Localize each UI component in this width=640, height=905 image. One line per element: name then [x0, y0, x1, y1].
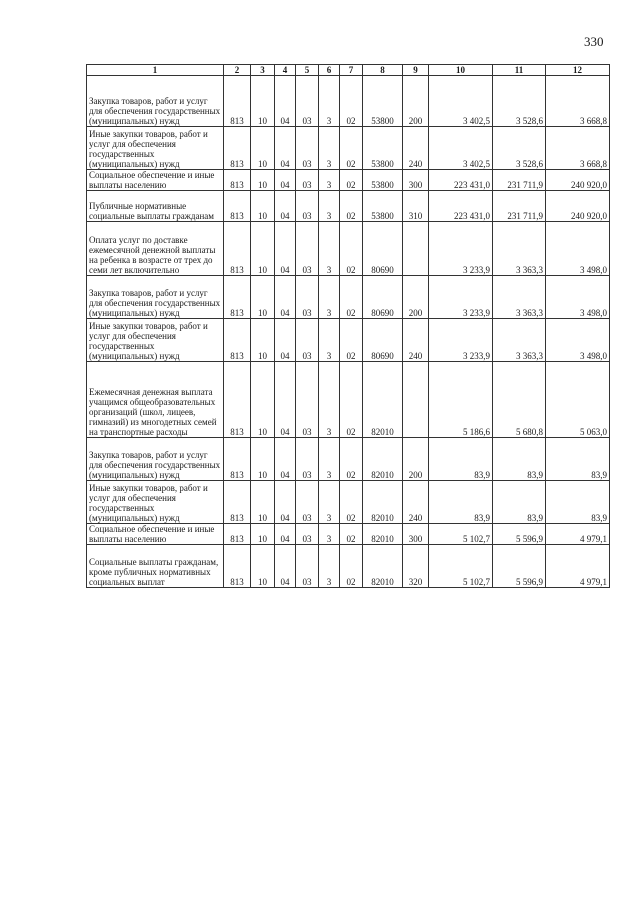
row-value-cell: 3: [319, 222, 340, 276]
row-value-cell: 03: [296, 362, 319, 438]
row-value-cell: 53800: [363, 170, 403, 191]
row-value-cell: 02: [340, 222, 363, 276]
row-value-cell: 200: [403, 438, 429, 481]
header-row: [87, 65, 610, 76]
row-value-cell: 5 102,7: [429, 524, 493, 545]
row-value-cell: 5 596,9: [493, 524, 546, 545]
row-value-cell: 03: [296, 319, 319, 362]
column-header-11: 11: [493, 65, 546, 76]
row-value-cell: 03: [296, 481, 319, 524]
row-value-cell: 813: [224, 319, 251, 362]
row-value-cell: 813: [224, 76, 251, 127]
row-value-cell: 3 233,9: [429, 222, 493, 276]
row-value-cell: 3 402,5: [429, 127, 493, 170]
row-value-cell: 3 402,5: [429, 76, 493, 127]
table-row: [87, 276, 610, 319]
column-header-10: 10: [429, 65, 493, 76]
table-body: [87, 76, 610, 588]
row-value-cell: 3: [319, 438, 340, 481]
row-value-cell: 83,9: [546, 481, 610, 524]
row-value-cell: 10: [251, 170, 275, 191]
column-header-2: 2: [224, 65, 251, 76]
row-value-cell: 04: [275, 127, 296, 170]
row-value-cell: 813: [224, 524, 251, 545]
row-value-cell: 04: [275, 276, 296, 319]
row-value-cell: 3 363,3: [493, 222, 546, 276]
row-value-cell: 5 680,8: [493, 362, 546, 438]
row-value-cell: 813: [224, 191, 251, 222]
row-value-cell: 03: [296, 524, 319, 545]
row-value-cell: 02: [340, 524, 363, 545]
row-value-cell: 10: [251, 481, 275, 524]
row-value-cell: 3: [319, 545, 340, 588]
row-value-cell: 231 711,9: [493, 191, 546, 222]
row-name-cell: Иные закупки товаров, работ и услуг для обеспечения государственных (муниципальных) нужд: [87, 127, 224, 170]
table-header: [87, 65, 610, 76]
row-value-cell: 240: [403, 127, 429, 170]
row-value-cell: 10: [251, 222, 275, 276]
table-row: [87, 319, 610, 362]
row-value-cell: 10: [251, 438, 275, 481]
row-value-cell: 813: [224, 127, 251, 170]
row-value-cell: 4 979,1: [546, 545, 610, 588]
row-value-cell: 320: [403, 545, 429, 588]
row-value-cell: 83,9: [429, 438, 493, 481]
row-value-cell: 4 979,1: [546, 524, 610, 545]
row-value-cell: 02: [340, 191, 363, 222]
row-value-cell: 3: [319, 319, 340, 362]
table-row: [87, 76, 610, 127]
row-value-cell: 04: [275, 481, 296, 524]
row-value-cell: 3 498,0: [546, 319, 610, 362]
row-value-cell: 3 498,0: [546, 276, 610, 319]
row-name-cell: Публичные нормативные социальные выплаты гражданам: [87, 191, 224, 222]
column-header-4: 4: [275, 65, 296, 76]
row-value-cell: 10: [251, 127, 275, 170]
row-value-cell: 53800: [363, 191, 403, 222]
row-value-cell: 02: [340, 76, 363, 127]
table-row: [87, 545, 610, 588]
table-row: [87, 127, 610, 170]
row-value-cell: 240: [403, 319, 429, 362]
row-value-cell: 82010: [363, 545, 403, 588]
row-value-cell: 04: [275, 524, 296, 545]
row-value-cell: 02: [340, 545, 363, 588]
row-value-cell: 02: [340, 438, 363, 481]
row-value-cell: 04: [275, 170, 296, 191]
row-value-cell: 02: [340, 127, 363, 170]
row-value-cell: 04: [275, 362, 296, 438]
row-value-cell: 82010: [363, 438, 403, 481]
row-value-cell: 82010: [363, 362, 403, 438]
row-value-cell: 10: [251, 545, 275, 588]
row-value-cell: 3: [319, 191, 340, 222]
row-value-cell: 3 528,6: [493, 76, 546, 127]
row-value-cell: 04: [275, 191, 296, 222]
row-value-cell: 80690: [363, 222, 403, 276]
budget-table: [86, 64, 610, 588]
row-name-cell: Закупка товаров, работ и услуг для обеспечения государственных (муниципальных) нужд: [87, 438, 224, 481]
row-value-cell: 813: [224, 481, 251, 524]
row-value-cell: 03: [296, 222, 319, 276]
row-value-cell: 03: [296, 127, 319, 170]
row-value-cell: 813: [224, 222, 251, 276]
row-value-cell: 3: [319, 481, 340, 524]
row-value-cell: 82010: [363, 481, 403, 524]
row-value-cell: 223 431,0: [429, 191, 493, 222]
row-value-cell: 3: [319, 170, 340, 191]
row-value-cell: 03: [296, 438, 319, 481]
row-value-cell: 813: [224, 362, 251, 438]
row-value-cell: 200: [403, 76, 429, 127]
table-row: [87, 191, 610, 222]
row-value-cell: 5 063,0: [546, 362, 610, 438]
column-header-3: 3: [251, 65, 275, 76]
row-value-cell: 5 596,9: [493, 545, 546, 588]
row-value-cell: 04: [275, 319, 296, 362]
row-value-cell: 200: [403, 276, 429, 319]
row-value-cell: 813: [224, 170, 251, 191]
row-value-cell: 10: [251, 76, 275, 127]
row-value-cell: 3 668,8: [546, 127, 610, 170]
row-value-cell: 10: [251, 319, 275, 362]
row-value-cell: 03: [296, 276, 319, 319]
row-value-cell: 231 711,9: [493, 170, 546, 191]
row-value-cell: 53800: [363, 127, 403, 170]
row-value-cell: 02: [340, 276, 363, 319]
row-name-cell: Иные закупки товаров, работ и услуг для обеспечения государственных (муниципальных) нужд: [87, 481, 224, 524]
column-header-12: 12: [546, 65, 610, 76]
column-header-5: 5: [296, 65, 319, 76]
row-value-cell: 04: [275, 222, 296, 276]
row-name-cell: Закупка товаров, работ и услуг для обеспечения государственных (муниципальных) нужд: [87, 76, 224, 127]
row-value-cell: 02: [340, 481, 363, 524]
row-value-cell: 223 431,0: [429, 170, 493, 191]
row-value-cell: 02: [340, 319, 363, 362]
row-value-cell: 813: [224, 276, 251, 319]
row-value-cell: 10: [251, 524, 275, 545]
row-value-cell: 83,9: [546, 438, 610, 481]
table-row: [87, 170, 610, 191]
row-value-cell: 300: [403, 170, 429, 191]
row-value-cell: 3: [319, 276, 340, 319]
row-value-cell: 04: [275, 438, 296, 481]
row-value-cell: 10: [251, 276, 275, 319]
row-value-cell: 3 363,3: [493, 276, 546, 319]
row-value-cell: 3: [319, 524, 340, 545]
row-name-cell: Ежемесячная денежная выплата учащимся общеобразовательных организаций (школ, лицеев, гимназий) из многодетных семей на транспортные расходы: [87, 362, 224, 438]
row-value-cell: 10: [251, 362, 275, 438]
row-value-cell: 813: [224, 545, 251, 588]
row-value-cell: 3 233,9: [429, 276, 493, 319]
row-value-cell: 3 668,8: [546, 76, 610, 127]
row-value-cell: 83,9: [493, 481, 546, 524]
row-value-cell: 300: [403, 524, 429, 545]
row-value-cell: 310: [403, 191, 429, 222]
row-value-cell: 3 528,6: [493, 127, 546, 170]
row-name-cell: Закупка товаров, работ и услуг для обеспечения государственных (муниципальных) нужд: [87, 276, 224, 319]
row-value-cell: 02: [340, 362, 363, 438]
row-value-cell: 813: [224, 438, 251, 481]
column-header-8: 8: [363, 65, 403, 76]
row-value-cell: 3: [319, 362, 340, 438]
row-name-cell: Оплата услуг по доставке ежемесячной денежной выплаты на ребенка в возрасте от трех до семи лет включительно: [87, 222, 224, 276]
row-value-cell: 240 920,0: [546, 191, 610, 222]
row-value-cell: 10: [251, 191, 275, 222]
table-row: [87, 362, 610, 438]
row-value-cell: 3 498,0: [546, 222, 610, 276]
row-value-cell: [403, 362, 429, 438]
table-row: [87, 222, 610, 276]
row-value-cell: 83,9: [493, 438, 546, 481]
column-header-9: 9: [403, 65, 429, 76]
table-row: [87, 438, 610, 481]
column-header-1: 1: [87, 65, 224, 76]
row-value-cell: 82010: [363, 524, 403, 545]
row-value-cell: 03: [296, 545, 319, 588]
row-value-cell: 03: [296, 76, 319, 127]
table-row: [87, 524, 610, 545]
row-value-cell: 83,9: [429, 481, 493, 524]
row-value-cell: 04: [275, 545, 296, 588]
row-value-cell: 02: [340, 170, 363, 191]
row-name-cell: Социальные выплаты гражданам, кроме публичных нормативных социальных выплат: [87, 545, 224, 588]
row-value-cell: 80690: [363, 276, 403, 319]
page-number: 330: [584, 34, 604, 49]
row-value-cell: 04: [275, 76, 296, 127]
row-value-cell: 03: [296, 170, 319, 191]
row-value-cell: 3 233,9: [429, 319, 493, 362]
row-value-cell: 5 186,6: [429, 362, 493, 438]
row-value-cell: 3 363,3: [493, 319, 546, 362]
row-name-cell: Иные закупки товаров, работ и услуг для обеспечения государственных (муниципальных) нужд: [87, 319, 224, 362]
column-header-6: 6: [319, 65, 340, 76]
row-value-cell: 80690: [363, 319, 403, 362]
row-value-cell: 240: [403, 481, 429, 524]
row-value-cell: 53800: [363, 76, 403, 127]
row-value-cell: 5 102,7: [429, 545, 493, 588]
row-value-cell: 3: [319, 127, 340, 170]
row-value-cell: [403, 222, 429, 276]
row-name-cell: Социальное обеспечение и иные выплаты населению: [87, 524, 224, 545]
row-value-cell: 240 920,0: [546, 170, 610, 191]
row-value-cell: 03: [296, 191, 319, 222]
table-row: [87, 481, 610, 524]
column-header-7: 7: [340, 65, 363, 76]
row-value-cell: 3: [319, 76, 340, 127]
row-name-cell: Социальное обеспечение и иные выплаты населению: [87, 170, 224, 191]
